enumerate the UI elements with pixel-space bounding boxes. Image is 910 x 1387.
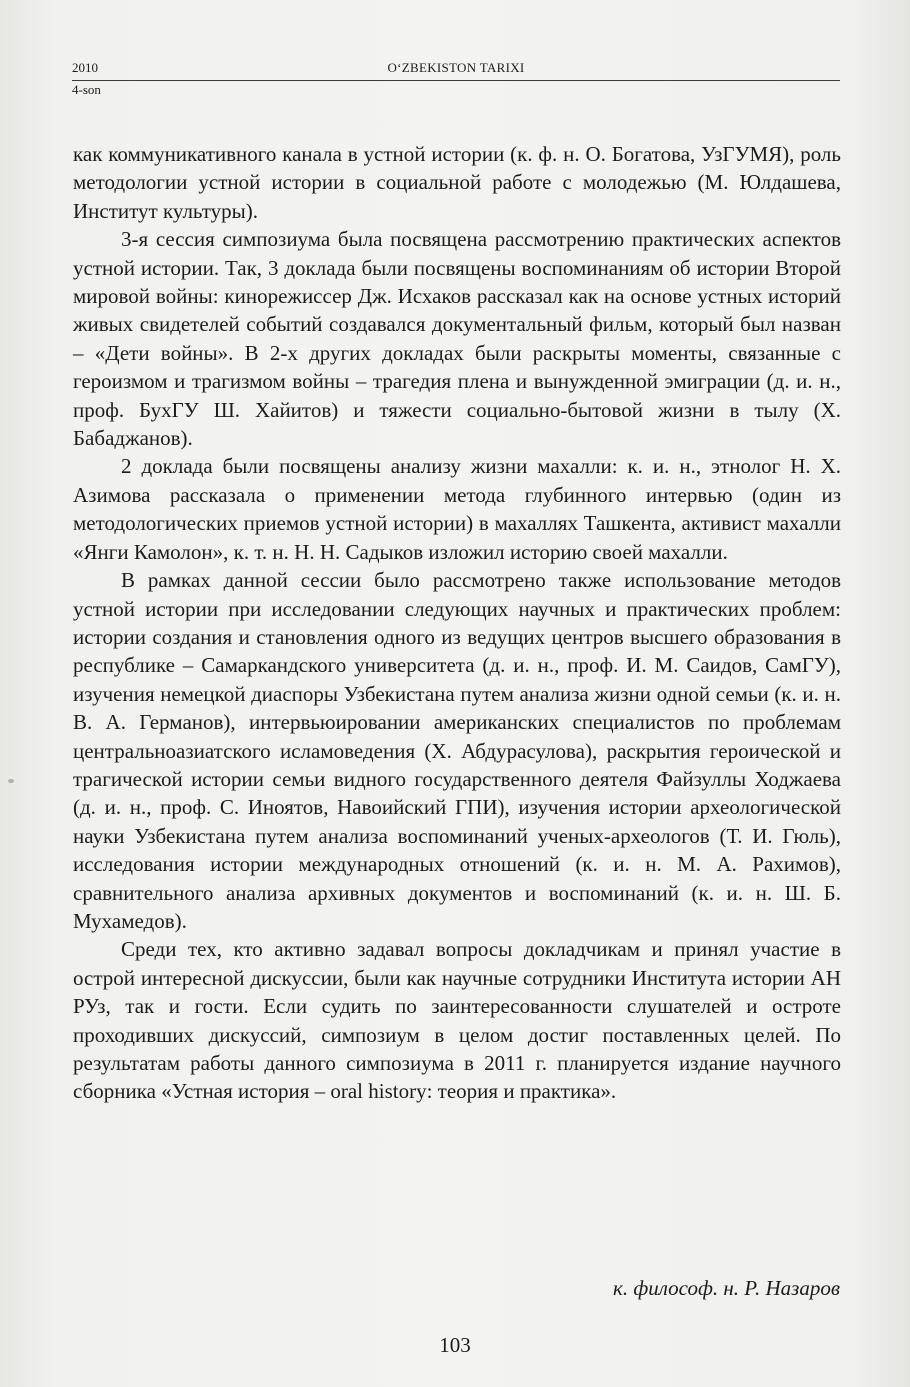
- header-year: 2010: [72, 60, 98, 75]
- paragraph-2: 3-я сессия симпозиума была посвящена рассмотрению практических аспектов устной истории. Так, 3 доклада были посвящены воспоминаниям об истории Второй мировой войны: кинорежиссер Дж. Исхаков рассказал как на основе устных историй живых свидетелей событий создавался документальный фильм, который был назван – «Дети войны». В 2-х других докладах были раскрыты моменты, связанные с героизмом и трагизмом войны – трагедия плена и вынужденной эмиграции (д. и. н., проф. БухГУ Ш. Хайитов) и тяжести социально-бытовой жизни в тылу (Х. Бабаджанов).: [73, 227, 841, 451]
- author-signature: к. философ. н. Р. Назаров: [613, 1276, 840, 1300]
- paragraph-3: 2 доклада были посвящены анализу жизни махалли: к. и. н., этнолог Н. Х. Азимова рассказала о применении метода глубинного интервью (один из методологических приемов устной истории) в махаллях Ташкента, активист махалли «Янги Камолон», к. т. н. Н. Н. Садыков изложил историю своей махалли.: [73, 454, 841, 564]
- paragraph-5: Среди тех, кто активно задавал вопросы докладчикам и принял участие в острой интересной дискуссии, были как научные сотрудники Института истории АН РУз, так и гости. Если судить по заинтересованности слушателей и остроте проходивших дискуссий, симпозиум в целом достиг поставленных целей. По результатам работы данного симпозиума в 2011 г. планируется издание научного сборника «Устная история – oral history: теория и практика».: [73, 937, 841, 1104]
- article-body: [73, 140, 841, 1106]
- scan-speck: [8, 779, 14, 783]
- running-header: [72, 58, 840, 81]
- page-number: 103: [439, 1333, 471, 1357]
- paragraph-4: В рамках данной сессии было рассмотрено также использование методов устной истории при исследовании следующих научных и практических проблем: истории создания и становления одного из ведущих центров высшего образования в республике – Самаркандского университета (д. и. н., проф. И. М. Саидов, СамГУ), изучения немецкой диаспоры Узбекистана путем анализа жизни одной семьи (к. и. н. В. А. Германов), интервьюировании американских специалистов по проблемам центральноазиатского исламоведения (Х. Абдурасулова), раскрытия героической и трагической истории семьи видного государственного деятеля Файзуллы Ходжаева (д. и. н., проф. С. Иноятов, Навоийский ГПИ), изучения истории археологической науки Узбекистана путем анализа воспоминаний ученых-археологов (Т. И. Гюль), исследования истории международных отношений (к. и. н. М. А. Рахимов), сравнительного анализа архивных документов и воспоминаний (к. и. н. Ш. Б. Мухамедов).: [73, 568, 841, 933]
- header-journal-title: O‘ZBEKISTON TARIXI: [387, 60, 525, 75]
- header-issue: 4-son: [72, 82, 101, 97]
- paragraph-1: как коммуникативного канала в устной истории (к. ф. н. О. Богатова, УзГУМЯ), роль методологии устной истории в социальной работе с молодежью (М. Юлдашева, Институт культуры).: [73, 142, 841, 223]
